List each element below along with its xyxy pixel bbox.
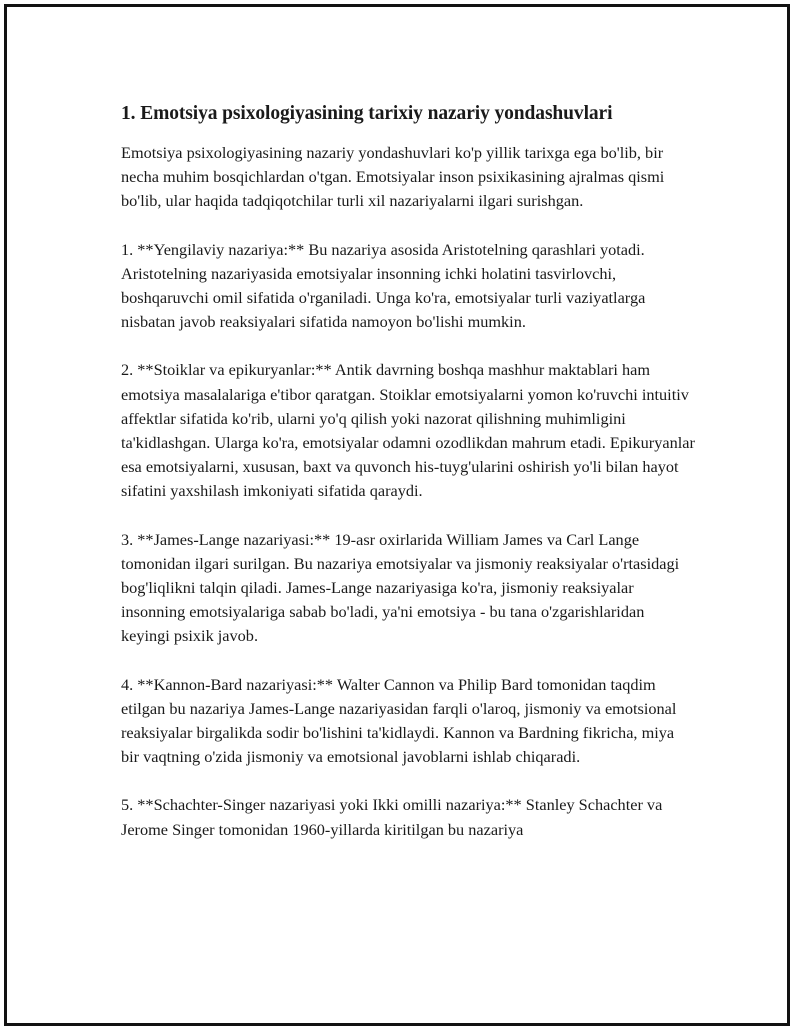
document-page <box>4 4 790 1026</box>
paragraph-kannon-bard: 4. **Kannon-Bard nazariyasi:** Walter Cannon va Philip Bard tomonidan taqdim etilgan bu nazariya James-Lange nazariyasidan farqli o'laroq, jismoniy va emotsional reaksiyalar birgalikda sodir bo'lishini ta'kidlaydi. Kannon va Bardning fikricha, miya bir vaqtning o'zida jismoniy va emotsional javoblarni ishlab chiqaradi. <box>121 674 677 767</box>
document-content <box>121 101 696 866</box>
paragraph-james-lange: 3. **James-Lange nazariyasi:** 19-asr oxirlarida William James va Carl Lange tomonidan ilgari surilgan. Bu nazariya emotsiyalar va jismoniy reaksiyalar o'rtasidagi bog'liqlikni talqin qiladi. James-Lange nazariyasiga ko'ra, jismoniy reaksiyalar insonning emotsiyalariga sabab bo'ladi, ya'ni emotsiya - bu tana o'zgarishlaridan keyingi psixik javob. <box>121 529 680 646</box>
paragraph-yengilaviy-nazariya: 1. **Yengilaviy nazariya:** Bu nazariya asosida Aristotelning qarashlari yotadi. Aristotelning nazariyasida emotsiyalar insonning ichki holatini tasvirlovchi, boshqaruvchi omil sifatida o'rganiladi. Unga ko'ra, emotsiyalar turli vaziyatlarga nisbatan javob reaksiyalari sifatida namoyon bo'lishi mumkin. <box>121 239 646 332</box>
document-title: 1. Emotsiya psixologiyasining tarixiy nazariy yondashuvlari <box>121 103 613 124</box>
paragraph-stoiklar-epikuryanlar: 2. **Stoiklar va epikuryanlar:** Antik davrning boshqa mashhur maktablari ham emotsiya masalalariga e'tibor qaratgan. Stoiklar emotsiyalarni yomon ko'ruvchi intuitiv affektlar sifatida ko'rib, ularni yo'q qilish yoki nazorat qilishning muhimligini ta'kidlashgan. Ularga ko'ra, emotsiyalar odamni ozodlikdan mahrum etadi. Epikuryanlar esa emotsiyalarni, xususan, baxt va quvonch his-tuyg'ularini oshirish yo'li bilan hayot sifatini yaxshilash imkoniyati sifatida qaraydi. <box>121 360 695 501</box>
paragraph-schachter-singer: 5. **Schachter-Singer nazariyasi yoki Ikki omilli nazariya:** Stanley Schachter va Jerome Singer tomonidan 1960-yillarda kiritilgan bu nazariya <box>121 795 663 839</box>
intro-paragraph: Emotsiya psixologiyasining nazariy yondashuvlari ko'p yillik tarixga ega bo'lib, bir necha muhim bosqichlardan o'tgan. Emotsiyalar inson psixikasining ajralmas qismi bo'lib, ular haqida tadqiqotchilar turli xil nazariyalarni ilgari surishgan. <box>121 143 665 211</box>
